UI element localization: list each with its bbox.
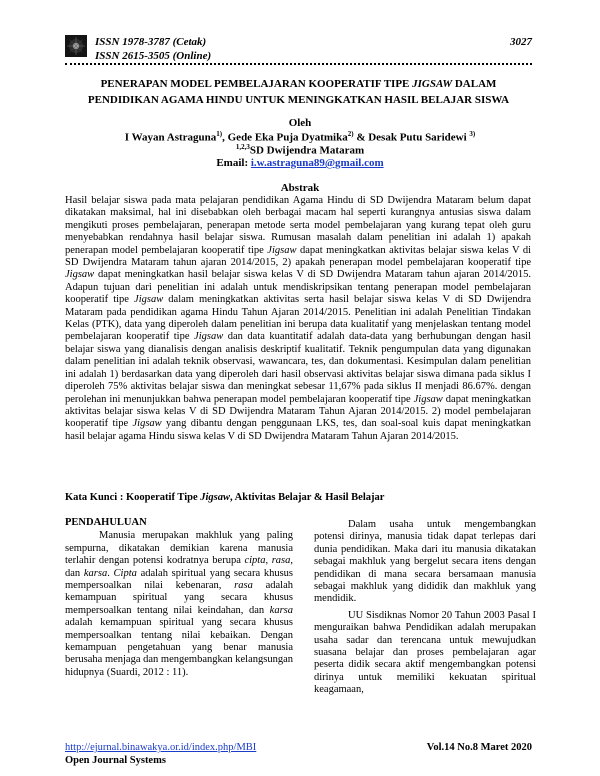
volume-label: Vol.14 No.8 Maret 2020 [426,742,532,753]
paragraph: UU Sisdiknas Nomor 20 Tahun 2003 Pasal I menguraikan bahwa Pendidikan adalah merupakan usaha sadar dan terencana untuk mewujudkan suasana belajar dan proses pembelajaran agar peserta didik secara aktif mengembangkan potensi dirinya untuk memiliki kekuatan spiritual keagamaan, [314,609,536,696]
section-heading: PENDAHULUAN [65,517,147,528]
paragraph: Dalam usaha untuk mengembangkan potensi dirinya, manusia tidak dapat terlepas dari dunia pendidikan. Maka dari itu manusia dikatakan sebagai makhluk yang bergelut secara itens dengan pendidikan di mana secara bersamaan manusia sebagai makhluk yang dididik dan makhluk yang mendidik. [314,519,536,605]
header-divider [65,63,532,65]
issn-print: ISSN 1978-3787 (Cetak) [95,36,207,48]
issn-online: ISSN 2615-3505 (Online) [95,50,212,62]
paragraph: Manusia merupakan makhluk yang paling sempurna, dikatakan demikian karena manusia terlahir dengan potensi kodratnya berupa cipta, rasa, dan karsa. Cipta adalah spiritual yang secara khusus mempersoalkan nilai kebenaran, rasa adalah kemampuan spiritual yang secara khusus mempersoalkan tentang nilai keindahan, dan karsa adalah kemampuan spiritual yang secara khusus mempersoalkan tentang nilai kebaikan. Dengan kemampuan pengetahuan yang benar manusia berusaha menjaga dan mengembangkan kelangsungan hidupnya (Suardi, 2012 : 11). [65,530,294,678]
paper-title: PENERAPAN MODEL PEMBELAJARAN KOOPERATIF TIPE JIGSAW DALAM PENDIDIKAN AGAMA HINDU UNTUK MENINGKATKAN HASIL BELAJAR SISWA [87,78,510,106]
page-number: 3027 [510,36,532,48]
affiliation: $^{1,2,3}$SD Dwijendra Mataram [235,143,365,157]
abstract-heading: Abstrak [280,182,320,194]
author-list: I Wayan Astraguna$^{1)}$, Gede Eka Puja Dyatmika$^{2)}$ & Desak Putu Saridewi $^{3)}$ [124,130,476,144]
journal-logo-icon [65,35,87,57]
oleh-label: Oleh [288,117,312,129]
keywords: Kata Kunci : Kooperatif Tipe Jigsaw, Aktivitas Belajar & Hasil Belajar [65,492,385,503]
abstract-body: Hasil belajar siswa pada mata pelajaran pendidikan Agama Hindu di SD Dwijendra Mataram belum dapat dikatakan maksimal, hal ini disebabkan oleh berbagai macam hal seperti kurangnya antusias siswa dalam mengikuti proses pembelajaran, penerapan metode serta model pembelajaran yang kurang tepat oleh guru menyebabkan rendahnya hasil belajar siswa. Rumusan masalah dalam penelitian ini adalah 1) apakah penerapan model pembelajaran kooperatif tipe Jigsaw dapat meningkatkan aktivitas belajar siswa kelas V di SD Dwijendra Mataram tahun ajaran 2014/2015, 2) apakah penerapan model pembelajaran kooperatif tipe Jigsaw dapat meningkatkan hasil belajar siswa kelas V di SD Dwijendra Mataram tahun ajaran 2014/2015. Adapun tujuan dari penelitian ini adalah untuk mendiskripsikan tentang penerapan model pembelajaran kooperatif tipe Jigsaw dalam meningkatkan aktivitas serta hasil belajar siswa kelas V di SD Dwijendra Mataram pada pendidikan agama Hindu Tahun Ajaran 2014/2015. Penelitian ini adalah Penelitian Tindakan Kelas (PTK), data yang diperoleh dalam penelitian ini berupa data kualitatif yang menjelaskan tentang model pembelajaran kooperatif tipe Jigsaw dan data kuantitatif adalah data-data yang berhubungan dengan hasil belajar siswa yang dianalisis dengan analisis deskriptif kualitatif. Teknik pengumpulan data yang digunakan dalam penelitian ini adalah teknik observasi, wawancara, tes, dan dokumentasi. Kesimpulan dalam penelitian ini adalah 1) berdasarkan data yang diperoleh dari hasil observasi aktivitas belajar siswa dimana pada siklus I diperoleh 75% aktivitas belajar siswa dan meningkat sebesar 11,67% pada siklus II menjadi 86.67%. dengan perolehan ini menunjukkan bahwa penerapan model pembelajaran kooperatif tipe Jigsaw dapat meningkatkan aktivitas belajar siswa kelas V di SD Dwijendra Mataram Tahun Ajaran 2014/2015. 2) model pembelajaran kooperatif tipe Jigsaw yang dibantu dengan penggunaan LKS, tes, dan soal-soal kuis dapat meningkatkan hasil belajar agama Hindu siswa kelas V di SD Dwijendra Mataram Tahun Ajaran 2014/2015. [65,195,532,442]
email-line: Email: i.w.astraguna89@gmail.com [216,157,384,169]
right-column [314,519,536,697]
email-link[interactable]: i.w.astraguna89@gmail.com [250,157,384,169]
left-column [65,517,293,679]
title-emphasis: JIGSAW [412,78,453,90]
journal-system-label: Open Journal Systems [65,755,166,766]
journal-url-link[interactable]: http://ejurnal.binawakya.or.id/index.php/MBI [65,742,257,753]
